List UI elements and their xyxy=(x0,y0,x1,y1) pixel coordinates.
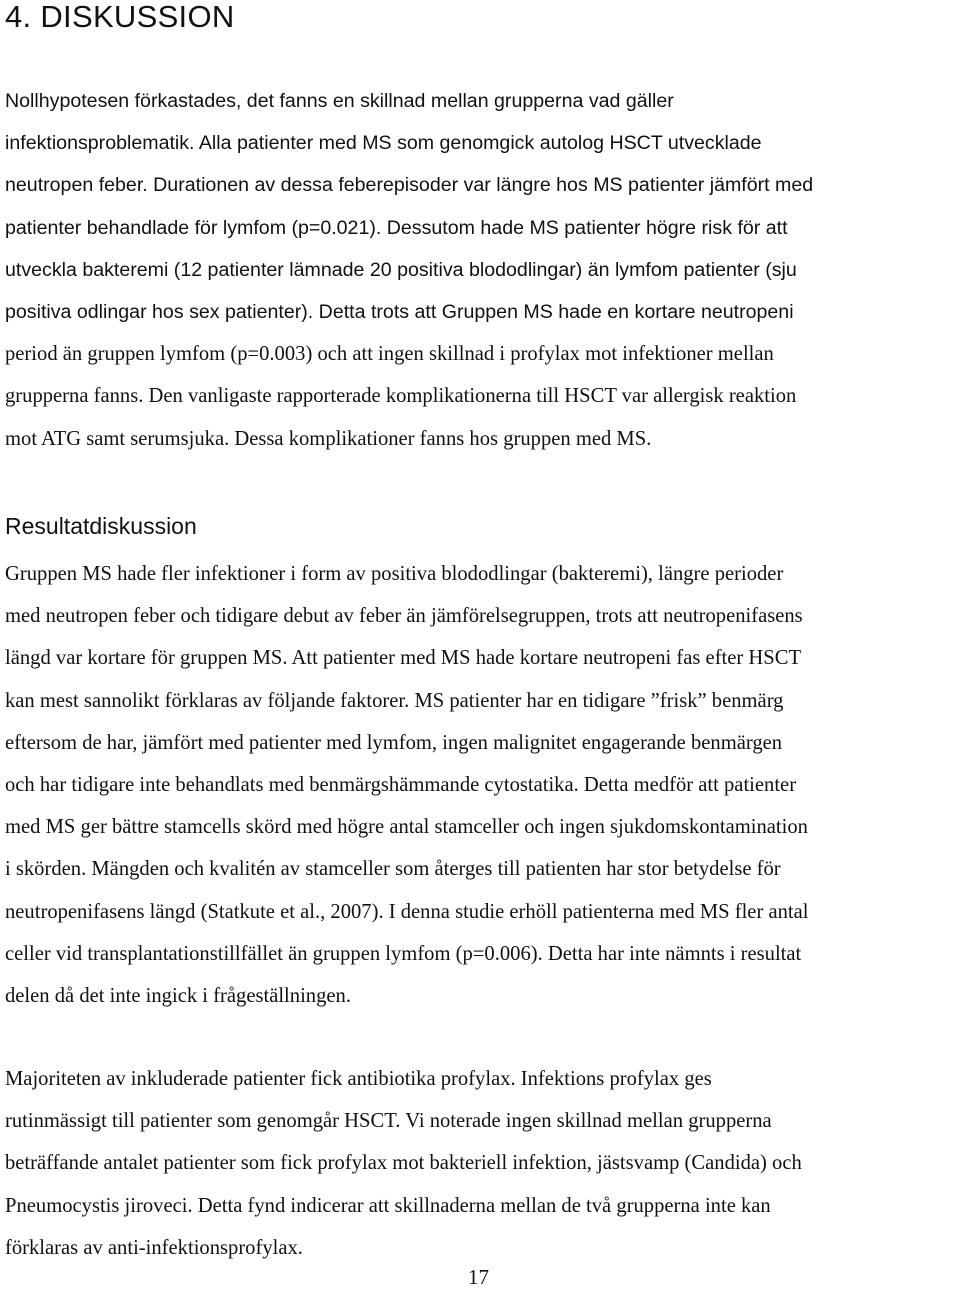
paragraph-line: Pneumocystis jiroveci. Detta fynd indicerar att skillnaderna mellan de två grupperna inte kan xyxy=(5,1194,771,1217)
paragraph-line: utveckla bakteremi (12 patienter lämnade 20 positiva blododlingar) än lymfom patienter (sju xyxy=(5,258,797,281)
paragraph-line: period än gruppen lymfom (p=0.003) och att ingen skillnad i profylax mot infektioner mellan xyxy=(5,343,774,366)
paragraph-line: Gruppen MS hade fler infektioner i form av positiva blododlingar (bakteremi), längre perioder xyxy=(5,563,784,585)
page-number: 17 xyxy=(468,1265,489,1289)
paragraph-line: längd var kortare för gruppen MS. Att patienter med MS hade kortare neutropeni fas efter HSCT xyxy=(5,647,802,670)
paragraph-line: celler vid transplantationstillfället än gruppen lymfom (p=0.006). Detta har inte nämnts i resultat xyxy=(5,942,802,965)
paragraph-prophylaxis xyxy=(5,1058,957,1269)
paragraph-line: grupperna fanns. Den vanligaste rapporterade komplikationerna till HSCT var allergisk reaktion xyxy=(5,385,797,408)
paragraph-line: infektionsproblematik. Alla patienter med MS som genomgick autolog HSCT utvecklade xyxy=(5,132,762,155)
paragraph-line: rutinmässigt till patienter som genomgår HSCT. Vi noterade ingen skillnad mellan grupperna xyxy=(5,1110,772,1133)
section-heading: 4. DISKUSSION xyxy=(5,0,235,34)
paragraph-null-hypothesis xyxy=(5,80,957,460)
paragraph-line: beträffande antalet patienter som fick profylax mot bakteriell infektion, jästsvamp (Candida) och xyxy=(5,1152,802,1175)
paragraph-line: neutropen feber. Durationen av dessa feberepisoder var längre hos MS patienter jämfört med xyxy=(5,174,814,197)
paragraph-line: patienter behandlade för lymfom (p=0.021). Dessutom hade MS patienter högre risk för att xyxy=(5,216,788,239)
paragraph-line: Majoriteten av inkluderade patienter fick antibiotika profylax. Infektions profylax ges xyxy=(5,1068,712,1090)
paragraph-line: eftersom de har, jämfört med patienter med lymfom, ingen malignitet engagerande benmärgen xyxy=(5,731,783,754)
paragraph-line: med neutropen feber och tidigare debut av feber än jämförelsegruppen, trots att neutropenifasens xyxy=(5,605,803,628)
paragraph-line: positiva odlingar hos sex patienter). Detta trots att Gruppen MS hade en kortare neutropeni xyxy=(5,301,794,324)
paragraph-line: delen då det inte ingick i frågeställningen. xyxy=(5,985,351,1008)
paragraph-line: neutropenifasens längd (Statkute et al., 2007). I denna studie erhöll patienterna med MS fler antal xyxy=(5,900,809,923)
paragraph-line: och har tidigare inte behandlats med benmärgshämmande cytostatika. Detta medför att patienter xyxy=(5,774,797,797)
paragraph-results-discussion xyxy=(5,553,957,1017)
paragraph-line: mot ATG samt serumsjuka. Dessa komplikationer fanns hos gruppen med MS. xyxy=(5,427,652,450)
paragraph-line: Nollhypotesen förkastades, det fanns en skillnad mellan grupperna vad gäller xyxy=(5,90,674,112)
paragraph-line: förklaras av anti-infektionsprofylax. xyxy=(5,1236,303,1259)
subsection-heading: Resultatdiskussion xyxy=(5,513,197,539)
paragraph-line: kan mest sannolikt förklaras av följande faktorer. MS patienter har en tidigare ”frisk” benmärg xyxy=(5,689,784,712)
paragraph-line: med MS ger bättre stamcells skörd med högre antal stamceller och ingen sjukdomskontamination xyxy=(5,816,808,839)
paragraph-line: i skörden. Mängden och kvalitén av stamceller som återges till patienten har stor betydelse för xyxy=(5,858,781,881)
